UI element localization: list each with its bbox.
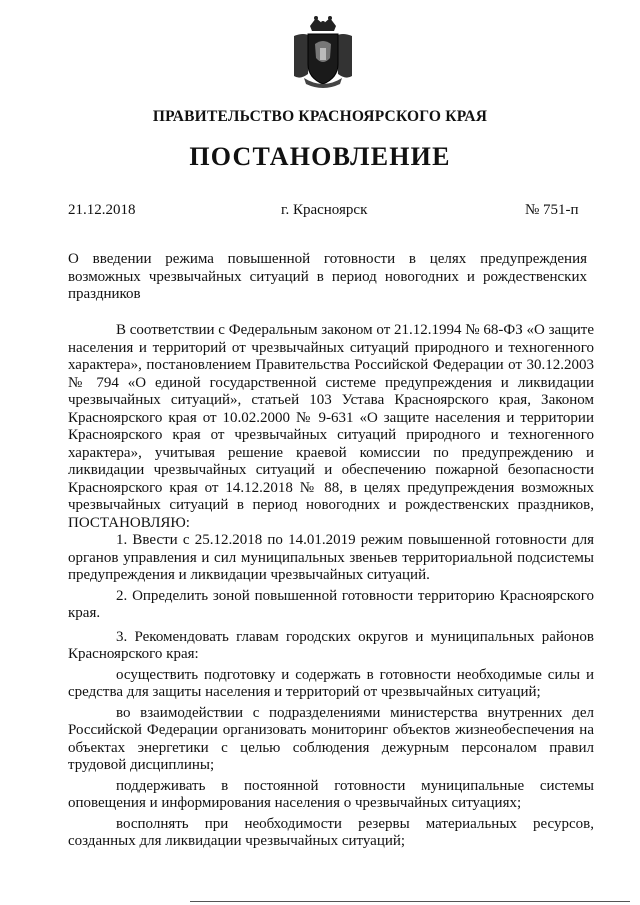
subitem-3-paragraph: поддерживать в постоянной готовности муниципальные системы оповещения и информирования населения о чрезвычайных ситуациях; <box>68 777 594 811</box>
subitem-4-paragraph: восполнять при необходимости резервы материальных ресурсов, созданных для ликвидации чрезвычайных ситуаций; <box>68 815 594 849</box>
subitem-2-paragraph: во взаимодействии с подразделениями министерства внутренних дел Российской Федерации организовать мониторинг объектов жизнеобеспечения на объектах энергетики с целью соблюдения дежурным персоналом правил трудовой дисциплины; <box>68 704 594 773</box>
item-3-paragraph: 3. Рекомендовать главам городских округов и муниципальных районов Красноярского края: <box>68 628 594 662</box>
government-name: ПРАВИТЕЛЬСТВО КРАСНОЯРСКОГО КРАЯ <box>152 108 488 125</box>
document-date: 21.12.2018 <box>68 202 136 218</box>
page-bottom-edge <box>190 901 630 902</box>
document-number: № 751-п <box>525 202 579 218</box>
document-subject: О введении режима повышенной готовности в целях предупреждения возможных чрезвычайных ситуаций в период новогодних и рождественских праздников <box>68 251 587 302</box>
coat-of-arms-icon <box>290 14 356 90</box>
subitem-1-paragraph: осуществить подготовку и содержать в готовности необходимые силы и средства для защиты населения и территорий от чрезвычайных ситуаций; <box>68 666 594 700</box>
document-body <box>68 322 594 851</box>
preamble-paragraph: В соответствии с Федеральным законом от 21.12.1994 № 68-ФЗ «О защите населения и территорий от чрезвычайных ситуаций природного и техногенного характера», постановлением Правительства Российской Федерации от 30.12.2003 № 794 «О единой государственной системе предупреждения и ликвидации чрезвычайных ситуаций», статьей 103 Устава Красноярского края, Законом Красноярского края от 10.02.2000 № 9-631 «О защите населения и территории Красноярского края от чрезвычайных ситуаций природного и техногенного характера», учитывая решение краевой комиссии по предупреждению и ликвидации чрезвычайных ситуаций и обеспечению пожарной безопасности Красноярского края от 14.12.2018 № 88, в целях предупреждения возможных чрезвычайных ситуаций в период новогодних и рождественских праздников, ПОСТАНОВЛЯЮ: <box>68 322 594 531</box>
document-city: г. Красноярск <box>281 202 368 218</box>
document-type-title: ПОСТАНОВЛЕНИЕ <box>189 142 451 171</box>
item-1-paragraph: 1. Ввести с 25.12.2018 по 14.01.2019 режим повышенной готовности для органов управления и сил муниципальных звеньев территориальной подсистемы предупреждения и ликвидации чрезвычайных ситуаций. <box>68 532 594 583</box>
item-2-paragraph: 2. Определить зоной повышенной готовности территорию Красноярского края. <box>68 587 594 621</box>
